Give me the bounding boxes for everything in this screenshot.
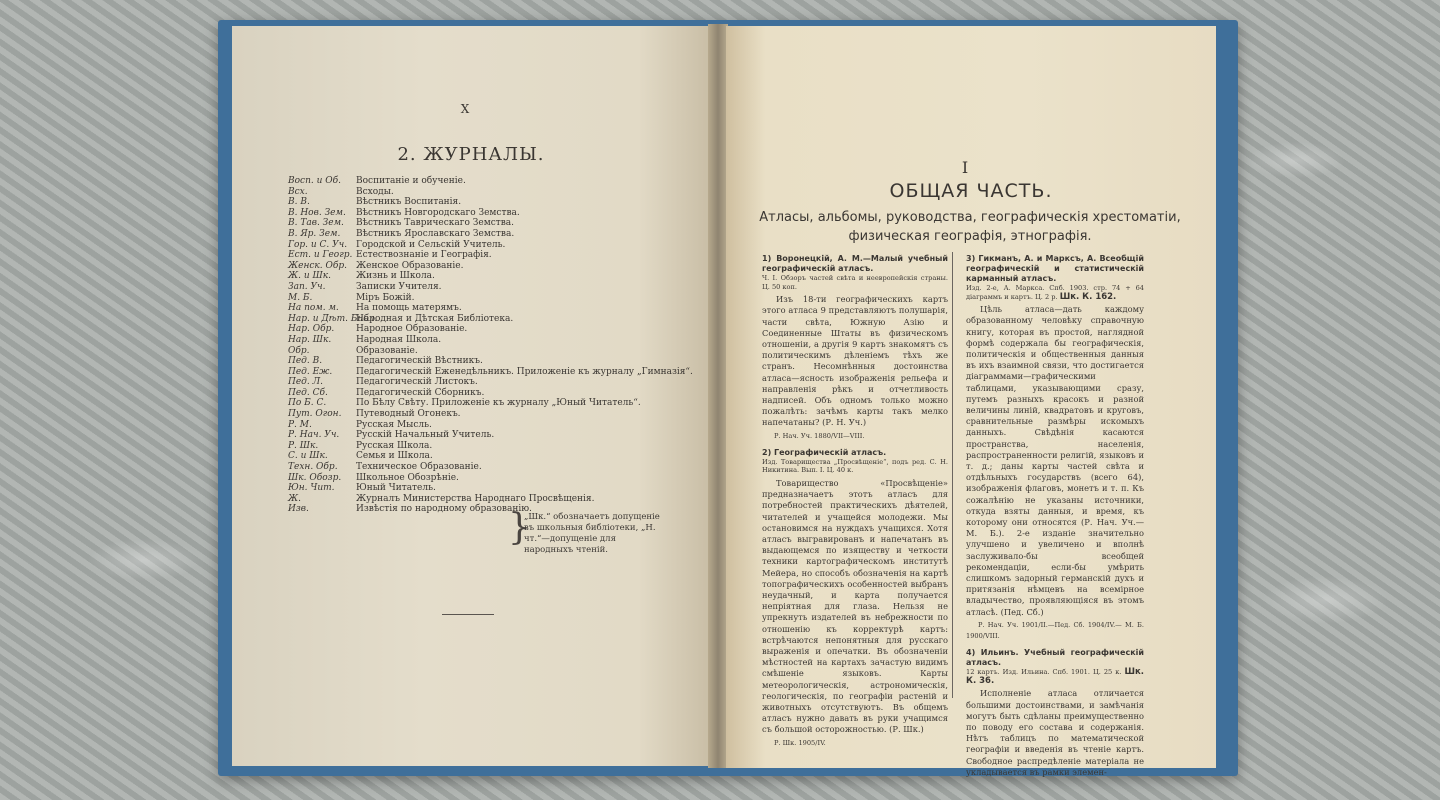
abbreviation-key: Обр. xyxy=(288,345,310,356)
page-title: 2. ЖУРНАЛЫ. xyxy=(397,144,545,165)
abbreviation-expansion: Жизнь и Школа. xyxy=(356,271,435,282)
abbreviation-expansion: Педагогическій Листокъ. xyxy=(356,377,478,388)
abbreviation-key: Ж. и Шк. xyxy=(288,271,331,282)
abbreviation-key: Зап. Уч. xyxy=(288,281,326,292)
abbreviation-expansion: Женское Образованіе. xyxy=(356,260,464,271)
section-title: ОБЩАЯ ЧАСТЬ. xyxy=(889,180,1053,202)
abbreviation-expansion: Русская Школа. xyxy=(356,440,433,451)
bibliography-entry xyxy=(966,254,1144,642)
bibliography-entry xyxy=(966,648,1144,778)
abbreviation-row xyxy=(288,420,708,431)
abbreviation-key: Изв. xyxy=(288,504,309,515)
text-column-right xyxy=(966,254,1144,778)
abbreviation-expansion: Народное Образованіе. xyxy=(356,324,468,335)
abbreviation-expansion: Педагогическій Сборникъ. xyxy=(356,387,485,398)
abbreviation-row xyxy=(288,335,708,346)
abbreviation-expansion: Міръ Божій. xyxy=(356,292,415,303)
abbreviation-key: Пед. Еж. xyxy=(288,366,333,377)
abbreviation-key: В. Тав. Зем. xyxy=(288,218,344,229)
abbreviation-expansion: На помощь матерямъ. xyxy=(356,303,462,314)
abbreviation-list xyxy=(288,176,708,515)
abbreviation-expansion: Записки Учителя. xyxy=(356,281,442,292)
abbreviation-row xyxy=(288,282,708,293)
abbreviation-row xyxy=(288,494,708,505)
page-number: X xyxy=(460,102,470,116)
abbreviation-key: На пом. м. xyxy=(288,303,339,314)
abbreviation-expansion: Народная Школа. xyxy=(356,334,442,345)
right-page xyxy=(726,26,1216,777)
abbreviation-key: Пед. Сб. xyxy=(288,387,328,398)
abbreviation-key: Юн. Чит. xyxy=(288,483,335,494)
abbreviation-row xyxy=(288,462,708,473)
abbreviation-key: Ж. xyxy=(288,493,301,504)
abbreviation-expansion: Техническое Образованіе. xyxy=(356,462,482,473)
abbreviation-row xyxy=(288,367,708,378)
abbreviation-key: По Б. С. xyxy=(288,398,327,409)
abbreviation-expansion: Журналъ Министерства Народнаго Просвѣщенія. xyxy=(356,493,595,504)
entry-publication-text: 12 картъ. Изд. Ильина. Спб. 1901. Ц. 25 к. xyxy=(966,668,1122,677)
abbreviation-expansion: Семья и Школа. xyxy=(356,451,433,462)
abbreviation-expansion: Извѣстія по народному образованію. xyxy=(356,504,532,515)
abbreviation-key: Гор. и С. Уч. xyxy=(288,239,348,250)
abbreviation-row xyxy=(288,324,708,335)
entry-body: Изъ 18-ти географическихъ картъ этого атласа 9 представляютъ полушарія, части свѣта, Южную Азію и Соединенные Штаты въ физическомъ отношеніи, а другія 9 картъ знакомятъ съ политическимъ дѣленіемъ тѣхъ же странъ. Несомнѣнныя достоинства атласа—ясность изображенія рельефа и направленія рѣкъ и отчетливость надписей. Объ одномъ только можно пожалѣть: зачѣмъ карты такъ мелко напечатаны? (Р. Н. Уч.) xyxy=(762,294,948,428)
bibliography-entry xyxy=(762,254,948,442)
entry-heading: 2) Географическій атласъ. xyxy=(762,447,887,457)
abbreviation-row xyxy=(288,441,708,452)
abbreviation-row xyxy=(288,303,708,314)
abbreviation-row xyxy=(288,398,708,409)
entry-source: Р. Нач. Уч. 1901/II.—Пед. Сб. 1904/IV.— М. Б. 1900/VIII. xyxy=(966,620,1144,641)
entry-publication xyxy=(966,668,1144,685)
abbreviation-row xyxy=(288,240,708,251)
abbreviation-expansion: Юный Читатель. xyxy=(356,483,436,494)
abbreviation-key: Восп. и Об. xyxy=(288,176,341,186)
entry-publication xyxy=(762,274,948,291)
abbreviation-key: Р. М. xyxy=(288,419,312,430)
bibliography-entry xyxy=(762,448,948,749)
abbreviation-key: В. В. xyxy=(288,197,310,208)
entry-heading: 1) Воронецкій, А. М.—Малый учебный географическій атласъ. xyxy=(762,254,948,273)
abbreviation-row xyxy=(288,314,708,325)
abbreviation-expansion: По Бѣлу Свѣту. Приложеніе къ журналу „Юный Читатель“. xyxy=(356,398,641,409)
abbreviation-row xyxy=(288,271,708,282)
abbreviation-row xyxy=(288,451,708,462)
abbreviation-row xyxy=(288,197,708,208)
abbreviation-key: Р. Нач. Уч. xyxy=(288,430,340,441)
abbreviation-row xyxy=(288,430,708,441)
abbreviation-key: Р. Шк. xyxy=(288,440,319,451)
abbreviation-expansion: Вѣстникъ Новгородскаго Земства. xyxy=(356,207,520,218)
abbreviation-row xyxy=(288,483,708,494)
brace-mark: } xyxy=(508,507,531,548)
abbreviation-row xyxy=(288,473,708,484)
abbreviation-row xyxy=(288,208,708,219)
entry-body: Исполненіе атласа отличается большими достоинствами, и замѣчанія могутъ быть сдѣланы преимущественно по поводу его состава и содержанія. Нѣтъ таблицъ по математической географіи и введенія въ чтеніе картъ. Свободное распредѣленіе матеріала не укладывается въ рамки элемен- xyxy=(966,688,1144,777)
abbreviation-expansion: Школьное Обозрѣніе. xyxy=(356,472,459,483)
entry-body: Товарищество «Просвѣщеніе» предназначаетъ этотъ атласъ для потребностей практическихъ дѣятелей, читателей и учащейся молодежи. Мы остановимся на нуждахъ учащихся. Хотя атласъ выгравированъ и напечатанъ въ выдающемся по изяществу и четкости техники картографическомъ институтѣ Мейера, но способъ обозначенія на картѣ топографическихъ особенностей выбранъ неудачный, и карта получается непріятная для глаза. Нельзя не упрекнуть издателей въ небрежности по отношенію къ корректурѣ картъ: встрѣчаются непонятныя для русскаго выраженія и опечатки. Въ обозначеніи мѣстностей на картахъ зачастую видимъ смѣшеніе языковъ. Карты метеорологическія, астрономическія, геологическія, по географіи растеній и животныхъ отсутствуютъ. Въ общемъ атласъ нужно давать въ руки учащимся съ большой осторожностью. (Р. Шк.) xyxy=(762,478,948,735)
entry-publication-text: Изд. 2-е, А. Маркса. Спб. 1903. стр. 74 + 64 діаграммъ и картъ. Ц. 2 р. xyxy=(966,284,1144,301)
column-divider xyxy=(952,252,953,698)
abbreviation-key: Ест. и Геогр. xyxy=(288,250,353,261)
abbreviation-expansion: Образованіе. xyxy=(356,345,418,356)
abbreviation-expansion: Естествознаніе и Географія. xyxy=(356,250,492,261)
divider-rule xyxy=(442,614,494,615)
abbreviation-expansion: Русская Мысль. xyxy=(356,419,432,430)
abbreviation-key: Пед. Л. xyxy=(288,377,323,388)
entry-publication xyxy=(762,458,948,475)
abbreviation-row xyxy=(288,409,708,420)
abbreviation-row xyxy=(288,293,708,304)
abbreviation-expansion: Педагогическій Еженедѣльникъ. Приложеніе къ журналу „Гимназія“. xyxy=(356,366,693,377)
left-page xyxy=(232,26,710,766)
entry-shelf-mark: Шк. К. 162. xyxy=(1059,291,1117,302)
abbreviation-key: В. Яр. Зем. xyxy=(288,228,341,239)
abbreviation-key: Шк. Обозр. xyxy=(288,472,342,483)
abbreviation-row xyxy=(288,356,708,367)
entry-source: Р. Шк. 1905/IV. xyxy=(774,738,826,747)
entry-source: Р. Нач. Уч. 1880/VII—VIII. xyxy=(774,431,865,440)
abbreviation-row xyxy=(288,176,708,187)
page-number: I xyxy=(961,158,969,177)
abbreviation-expansion: Вѣстникъ Таврическаго Земства. xyxy=(356,218,515,229)
abbreviation-row xyxy=(288,250,708,261)
abbreviation-key: Нар. и Дѣт. Библ. xyxy=(288,313,378,324)
abbreviation-key: Всх. xyxy=(288,186,308,197)
entry-publication-text: Изд. Товарищества „Просвѣщеніе“, подъ ред. С. Н. Никитина. Вып. I. Ц. 40 к. xyxy=(762,457,948,475)
entry-shelf-mark: Шк. К. 36. xyxy=(966,667,1144,686)
abbreviation-expansion: Вѣстникъ Воспитанія. xyxy=(356,197,462,208)
abbreviation-key: В. Нов. Зем. xyxy=(288,207,346,218)
abbreviation-row xyxy=(288,229,708,240)
abbreviation-row xyxy=(288,377,708,388)
abbreviation-row xyxy=(288,261,708,272)
abbreviation-note: „Шк.“ обозначаетъ допущеніе въ школьныя библіотеки, „Н. чт.“—допущеніе для народныхъ чтеній. xyxy=(524,512,660,555)
abbreviation-row xyxy=(288,187,708,198)
abbreviation-key: Женск. Обр. xyxy=(288,260,347,271)
abbreviation-expansion: Путеводный Огонекъ. xyxy=(356,409,461,420)
abbreviation-row xyxy=(288,218,708,229)
abbreviation-key: Нар. Шк. xyxy=(288,334,332,345)
abbreviation-expansion: Воспитаніе и обученіе. xyxy=(356,176,466,186)
abbreviation-expansion: Всходы. xyxy=(356,186,394,197)
abbreviation-key: С. и Шк. xyxy=(288,451,328,462)
entry-publication-text: Ч. I. Обзоръ частей свѣта и неевропейскія страны. Ц. 50 коп. xyxy=(762,274,948,291)
entry-publication xyxy=(966,284,1144,301)
abbreviation-expansion: Педагогическій Вѣстникъ. xyxy=(356,356,483,367)
abbreviation-row xyxy=(288,346,708,357)
abbreviation-key: Нар. Обр. xyxy=(288,324,335,335)
abbreviation-row xyxy=(288,388,708,399)
abbreviation-expansion: Русскій Начальный Учитель. xyxy=(356,430,495,441)
section-subtitle: Атласы, альбомы, руководства, географическія хрестоматіи, физическая географія, этнографія. xyxy=(759,210,1181,244)
book-spine xyxy=(708,24,728,768)
entry-heading: 3) Гикманъ, А. и Марксъ, А. Всеобщій географическій и статистическій карманный атласъ. xyxy=(966,254,1144,283)
text-column-left xyxy=(762,254,948,755)
abbreviation-key: Техн. Обр. xyxy=(288,462,338,473)
abbreviation-key: Пут. Огон. xyxy=(288,409,342,420)
entry-heading: 4) Ильинъ. Учебный географическій атласъ. xyxy=(966,648,1144,668)
abbreviation-expansion: Городской и Сельскій Учитель. xyxy=(356,239,506,250)
abbreviation-expansion: Народная и Дѣтская Библіотека. xyxy=(356,313,514,324)
abbreviation-key: Пед. В. xyxy=(288,356,323,367)
entry-body: Цѣль атласа—дать каждому образованному человѣку справочную книгу, которая въ простой, наглядной формѣ содержала бы географическія, политическія и общественныя данныя въ ихъ взаимной связи, что достигается діаграммами—графическими таблицами, указывающими сразу, путемъ разныхъ красокъ и разной величины линій, квадратовъ и круговъ, сравнительные размѣры искомыхъ данныхъ. Свѣдѣнія касаются пространства, населенія, распространенности религій, языковъ и т. д.; даны карты частей свѣта и отдѣльныхъ государствъ (всего 64), изображенія флаговъ, монетъ и т. п. Къ сожалѣнію не указаны источники, откуда взяты данныя, и время, къ которому они относятся (Р. Нач. Уч.—М. Б.). 2-е изданіе значительно улучшено и увеличено и вполнѣ заслуживало-бы всеобщей рекомендаціи, если-бы умѣрить слишкомъ задорный германскій духъ и притязанія нѣмцевъ на всемірное владычество, проявляющіяся въ этомъ атласѣ. (Пед. Сб.) xyxy=(966,304,1144,617)
abbreviation-expansion: Вѣстникъ Ярославскаго Земства. xyxy=(356,228,515,239)
abbreviation-key: М. Б. xyxy=(288,292,313,303)
